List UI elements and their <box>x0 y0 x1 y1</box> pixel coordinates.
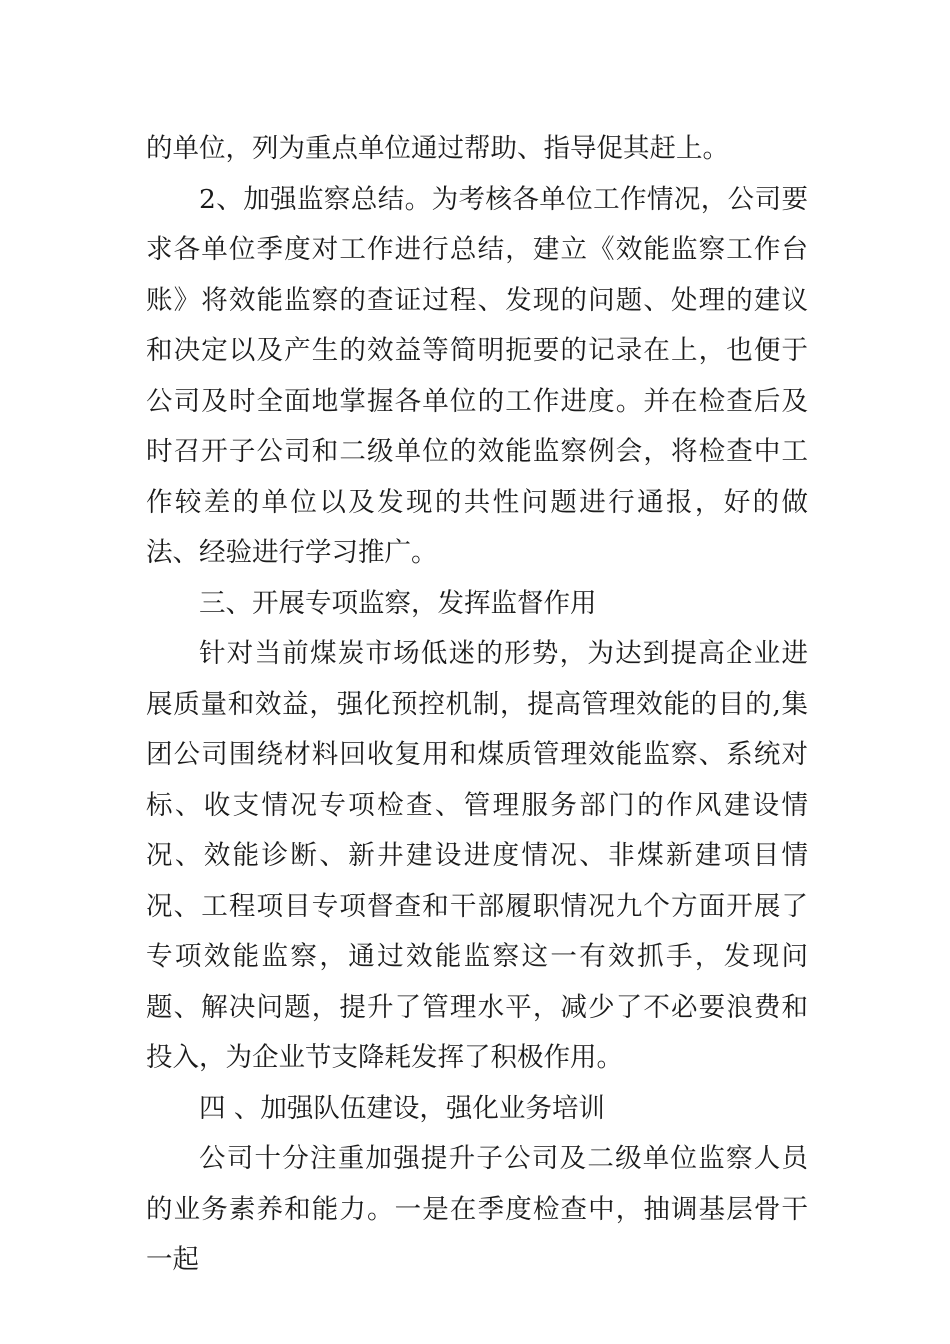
paragraph-team-building: 公司十分注重加强提升子公司及二级单位监察人员的业务素养和能力。一是在季度检查中，抽调基层骨干一起 <box>146 1143 808 1275</box>
document-body <box>146 124 808 1286</box>
paragraph-continuation: 的单位，列为重点单位通过帮助、指导促其赶上。 <box>146 133 729 164</box>
paragraph-special-supervision: 针对当前煤炭市场低迷的形势，为达到提高企业进展质量和效益，强化预控机制，提高管理效能的目的,集团公司围绕材料回收复用和煤质管理效能监察、系统对标、收支情况专项检查、管理服务部门的作风建设情况、效能诊断、新井建设进度情况、非煤新建项目情况、工程项目专项督查和干部履职情况九个方面开展了专项效能监察，通过效能监察这一有效抓手，发现问题、解决问题，提升了管理水平，减少了不必要浪费和投入，为企业节支降耗发挥了积极作用。 <box>146 638 808 1073</box>
section-heading-team-building: 四 、加强队伍建设，强化业务培训 <box>199 1092 605 1124</box>
section-heading-special-supervision: 三、开展专项监察，发挥监督作用 <box>199 587 597 619</box>
paragraph-monitoring-summary: 2、加强监察总结。为考核各单位工作情况，公司要求各单位季度对工作进行总结，建立《效能监察工作台账》将效能监察的查证过程、发现的问题、处理的建议和决定以及产生的效益等简明扼要的记录在上，也便于公司及时全面地掌握各单位的工作进度。并在检查后及时召开子公司和二级单位的效能监察例会，将检查中工作较差的单位以及发现的共性问题进行通报，好的做法、经验进行学习推广。 <box>146 183 808 568</box>
